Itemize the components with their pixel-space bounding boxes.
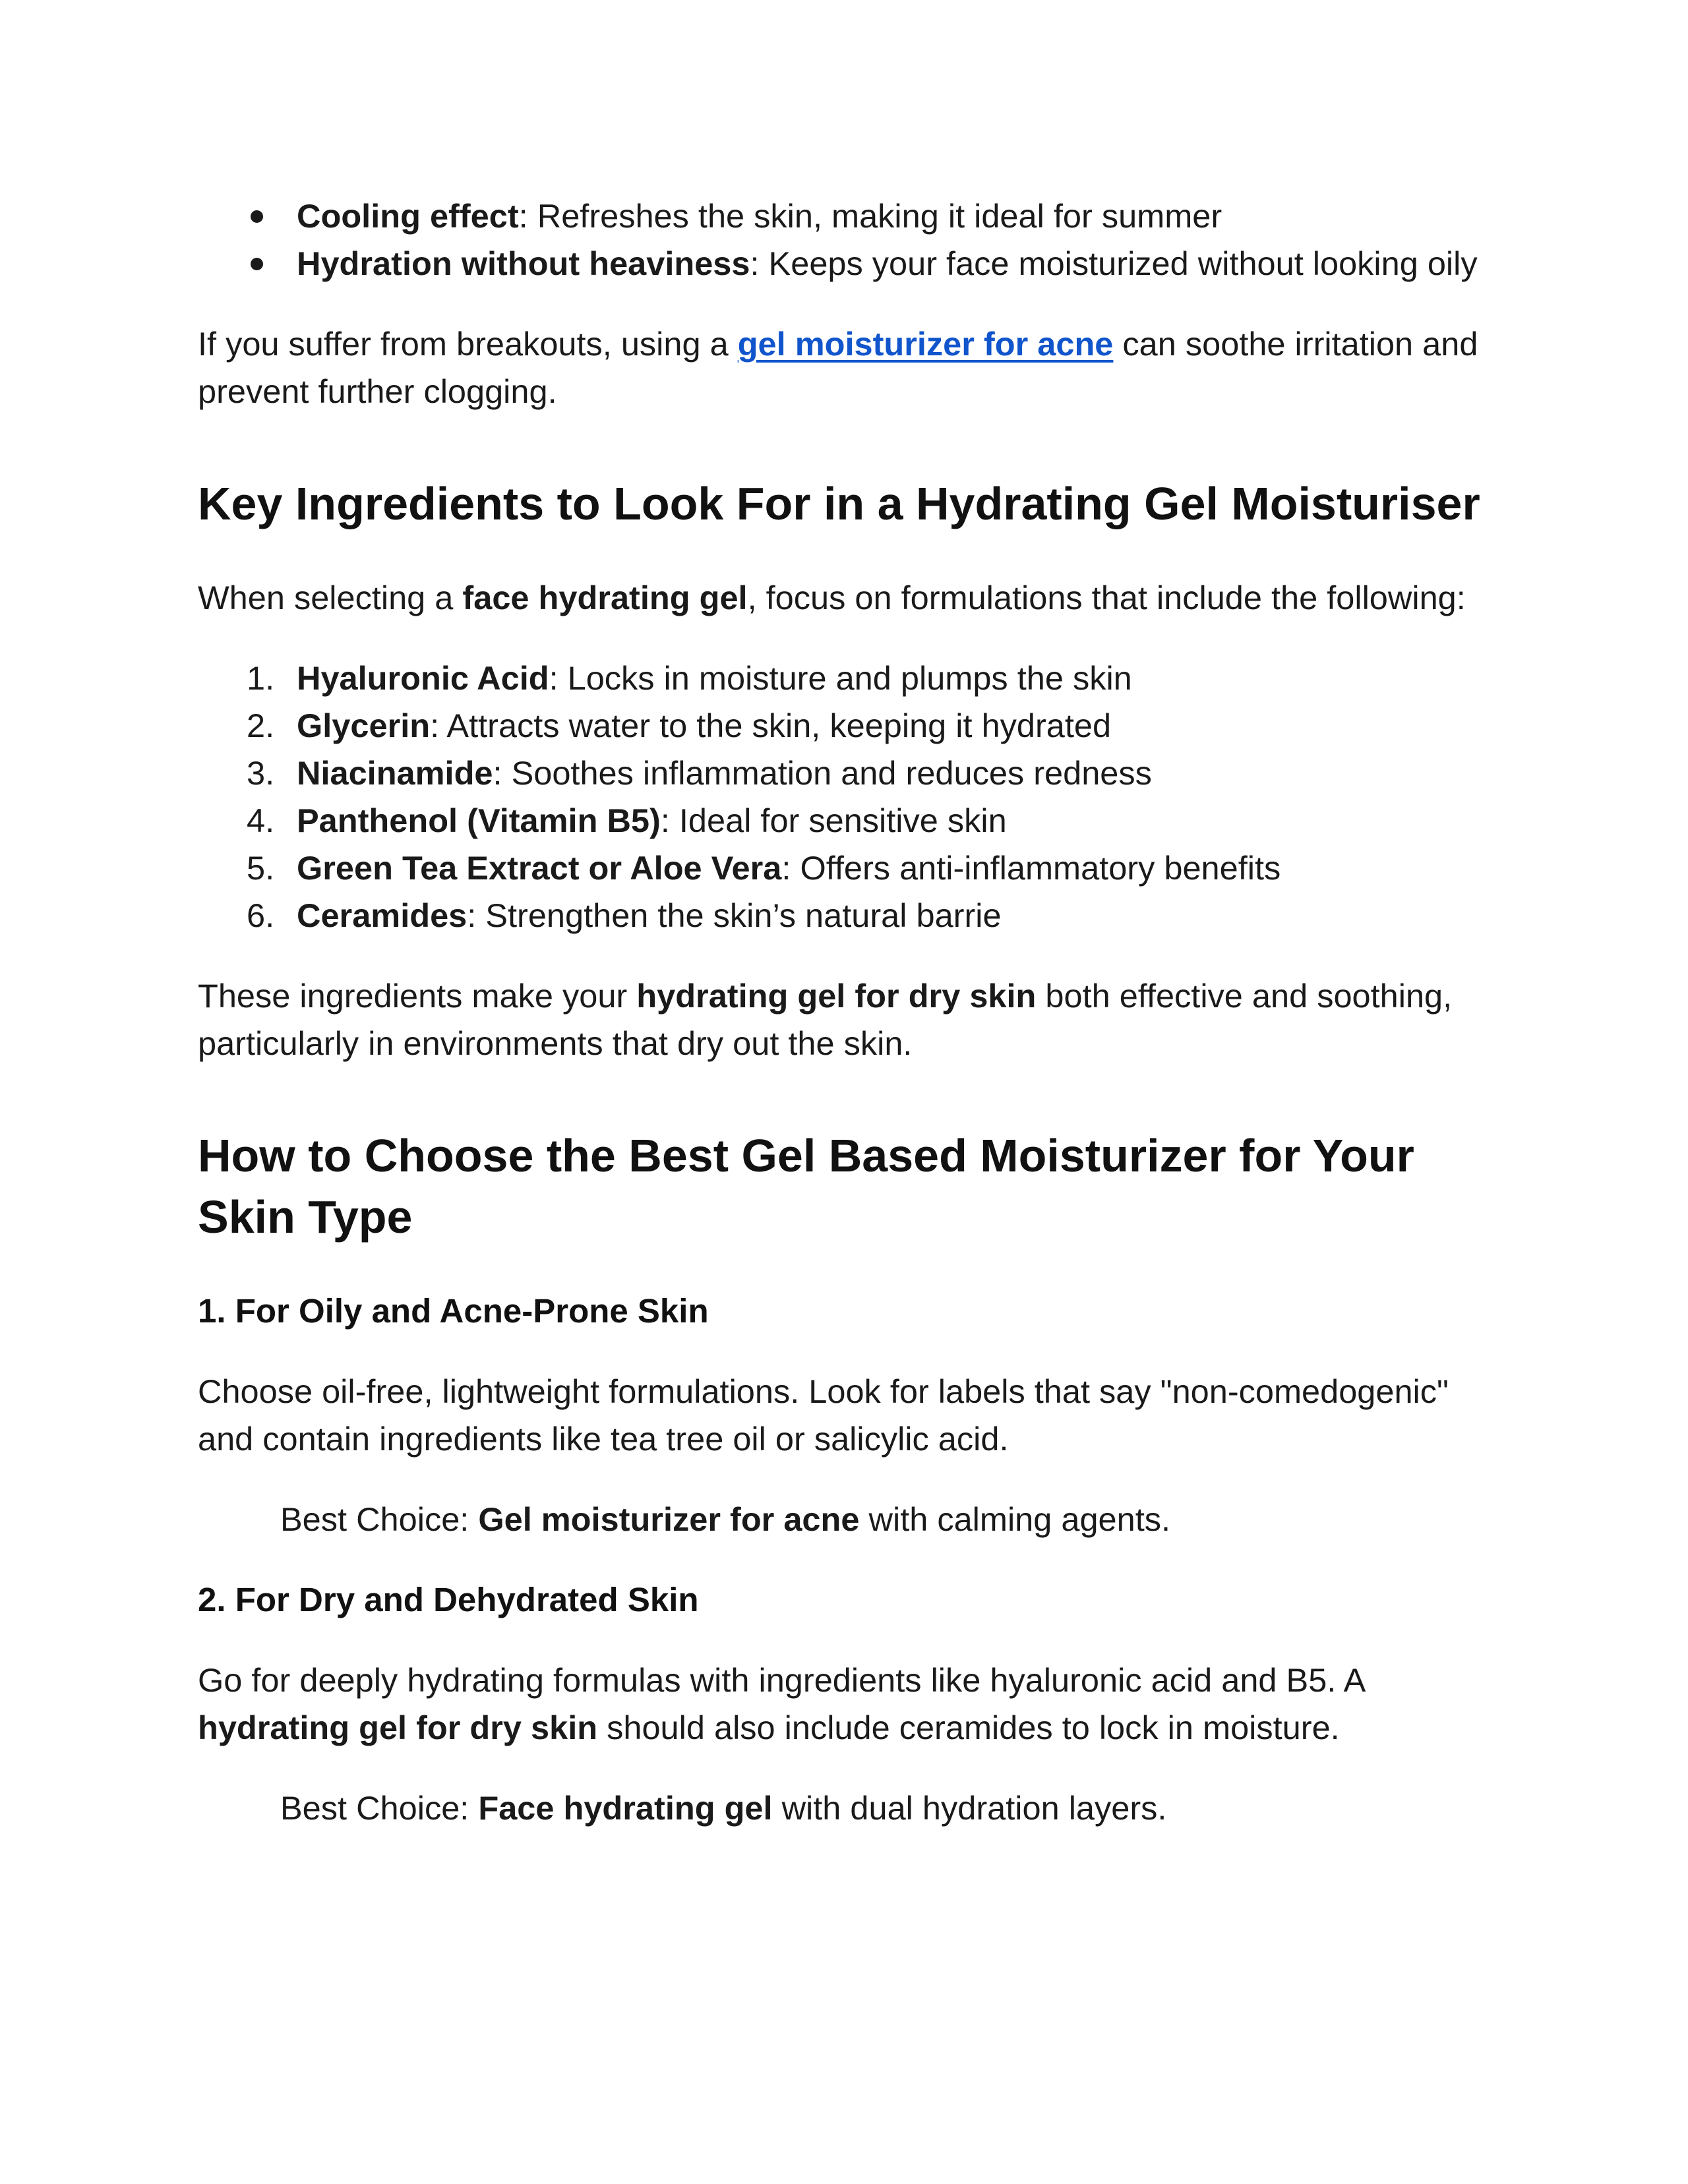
list-number: 2.	[247, 707, 275, 744]
bullet-item	[198, 240, 1490, 287]
ingredients-intro-paragraph: When selecting a face hydrating gel, focus on formulations that include the following:	[198, 579, 1466, 616]
oily-skin-subheading: 1. For Oily and Acne-Prone Skin	[198, 1292, 709, 1330]
bullet-description: : Refreshes the skin, making it ideal for summer	[518, 197, 1222, 235]
ingredient-name: Niacinamide	[297, 754, 493, 792]
ingredients-numbered-list	[198, 655, 1490, 939]
oily-skin-paragraph: Choose oil-free, lightweight formulations. Look for labels that say "non-comedogenic" and contain ingredients like tea tree oil or salicylic acid.	[198, 1372, 1449, 1458]
list-number: 6.	[247, 897, 275, 934]
ingredient-description: : Attracts water to the skin, keeping it hydrated	[430, 707, 1112, 744]
bullet-term: Cooling effect	[297, 197, 519, 235]
list-item	[198, 750, 1490, 797]
ingredient-description: : Ideal for sensitive skin	[660, 802, 1007, 839]
list-item	[198, 655, 1490, 702]
ingredient-description: : Strengthen the skin’s natural barrie	[467, 897, 1002, 934]
ingredient-name: Glycerin	[297, 707, 431, 744]
list-number: 3.	[247, 754, 275, 792]
list-item	[198, 797, 1490, 844]
choose-best-heading: How to Choose the Best Gel Based Moisturizer for Your Skin Type	[198, 1130, 1414, 1243]
list-item	[198, 892, 1490, 939]
gel-moisturizer-for-acne-link[interactable]: gel moisturizer for acne	[737, 325, 1114, 363]
bullet-term: Hydration without heaviness	[297, 245, 750, 282]
ingredient-name: Ceramides	[297, 897, 467, 934]
key-ingredients-heading: Key Ingredients to Look For in a Hydrating Gel Moisturiser	[198, 478, 1480, 529]
dry-skin-subheading: 2. For Dry and Dehydrated Skin	[198, 1581, 699, 1618]
oily-best-choice: Best Choice: Gel moisturizer for acne with calming agents.	[280, 1500, 1171, 1538]
bullet-dot-icon	[251, 210, 263, 223]
ingredient-description: : Offers anti-inflammatory benefits	[781, 849, 1281, 887]
document-page	[198, 192, 1490, 1865]
ingredient-name: Panthenol (Vitamin B5)	[297, 802, 661, 839]
list-item	[198, 702, 1490, 750]
bullet-description: : Keeps your face moisturized without looking oily	[750, 245, 1478, 282]
ingredients-outro-paragraph: These ingredients make your hydrating gel for dry skin both effective and soothing, particularly in environments that dry out the skin.	[198, 977, 1453, 1062]
dry-skin-paragraph: Go for deeply hydrating formulas with ingredients like hyaluronic acid and B5. A hydrating gel for dry skin should also include ceramides to lock in moisture.	[198, 1661, 1364, 1746]
ingredient-name: Hyaluronic Acid	[297, 659, 549, 697]
list-number: 4.	[247, 802, 275, 839]
ingredient-description: : Locks in moisture and plumps the skin	[549, 659, 1132, 697]
ingredient-description: : Soothes inflammation and reduces redness	[493, 754, 1152, 792]
benefits-bullet-list	[198, 192, 1490, 287]
list-item	[198, 844, 1490, 892]
list-number: 1.	[247, 659, 275, 697]
dry-best-choice: Best Choice: Face hydrating gel with dual hydration layers.	[280, 1789, 1167, 1827]
bullet-item	[198, 192, 1490, 240]
list-number: 5.	[247, 849, 275, 887]
acne-paragraph: If you suffer from breakouts, using a gel moisturizer for acne can soothe irritation and prevent further clogging.	[198, 325, 1478, 410]
bullet-dot-icon	[251, 258, 263, 270]
ingredient-name: Green Tea Extract or Aloe Vera	[297, 849, 782, 887]
